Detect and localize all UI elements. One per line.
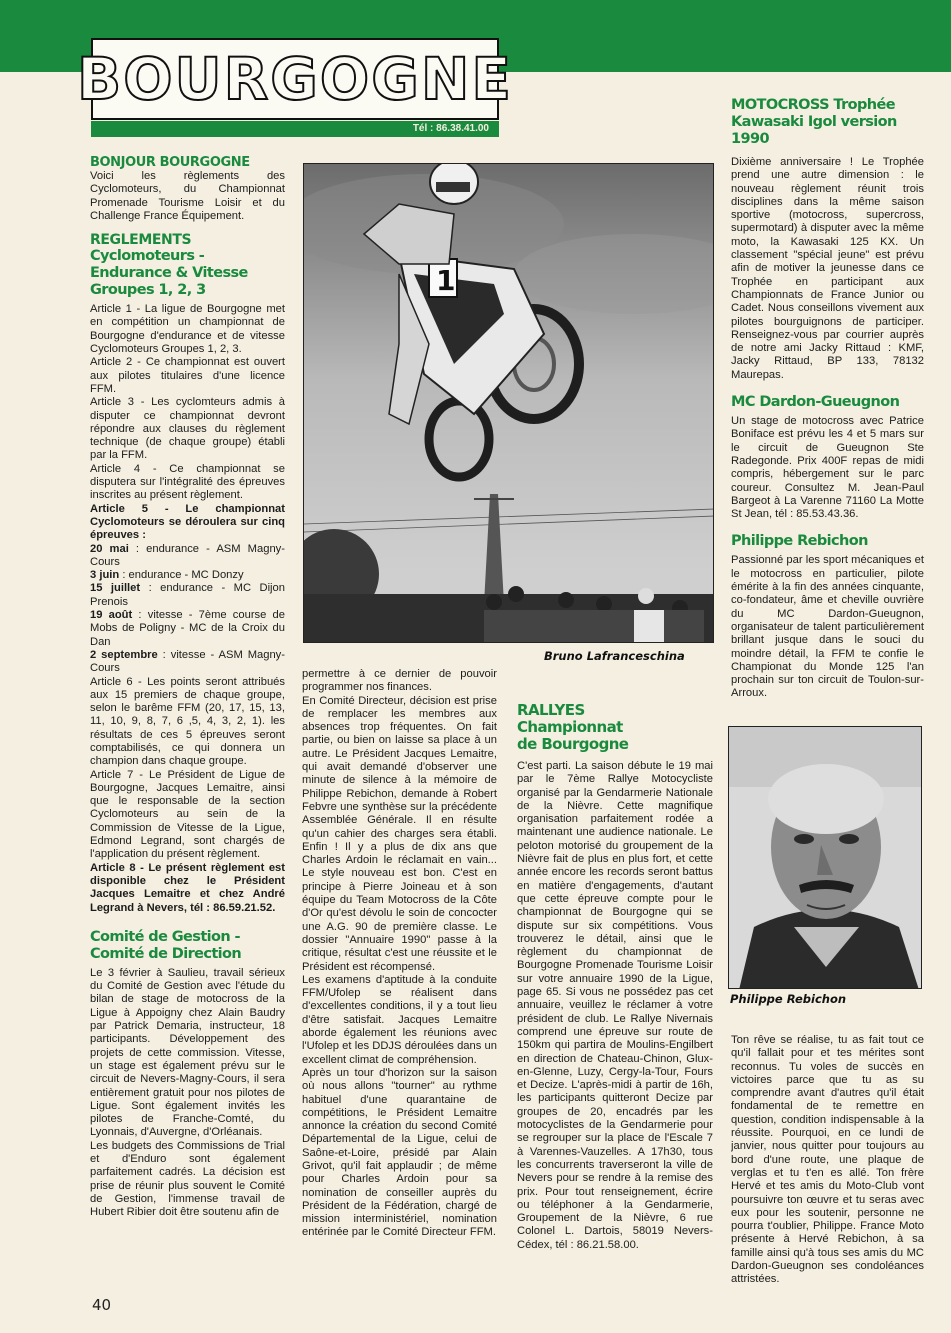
article-1: Article 1 - La ligue de Bourgogne met en compétition un championnat de Bourgogne d'endurance et de vitesse Cyclomoteurs Groupes 1, 2, 3. <box>90 303 285 356</box>
motocross-text: Dixième anniversaire ! Le Trophée prend une autre dimension : le nouveau règlement réunit trois disciplines dans la même saison sportive (motocross, supercross, supermotard) à disputer avec la même moto, la Kawasaki 125 KX. Un classement "spécial jeune" est prévu afin de motiver la jeunesse dans ce Trophée en participant aux Championnats de France Junior ou Cadet. Nous conseillons vivement aux pilotes bourguignons de participer. Renseignez-vous par courrier auprès de notre ami Jacky Rittaud : KMF, Jacky Rittaud, BP 133, 78132 Maurepas. <box>731 156 924 381</box>
telephone-number: Tél : 86.38.41.00 <box>412 123 489 134</box>
portrait-photo-image <box>729 727 922 989</box>
column-1 <box>90 155 285 1290</box>
intro-text: Voici les règlements des Cyclomoteurs, du Championnat Promenade Tourisme Loisir et du Challenge France Équipement. <box>90 170 285 222</box>
event-2: 3 juin : endurance - MC Donzy <box>90 569 244 582</box>
portrait-photo <box>728 726 922 989</box>
event-5: 2 septembre : vitesse - ASM Magny-Cours <box>90 648 285 675</box>
rebichon-text: Passionné par les sport mécaniques et le motocross en particulier, pilote émérite à la fin des années cinquante, co-fondateur, âme et cheville ouvrière du MC Dardon-Gueugnon, organisateur de talent particulièrement brillant jusque dans le souci du moindre détail, la FFM te confie le Championat du Monde 125 l'an prochain sur ton circuit de Toulon-sur-Arroux. <box>731 554 924 700</box>
rider-number: 1 <box>436 264 456 297</box>
column-4-top <box>731 97 924 717</box>
article-8: Article 8 - Le présent règlement est disponible chez le Président Jacques Lemaitre et chez André Legrand à Nevers, tél : 86.59.21.52. <box>90 861 285 914</box>
article-4: Article 4 - Ce championnat se disputera sur l'intégralité des épreuves inscrites au présent règlement. <box>90 462 285 502</box>
rallyes-text: C'est parti. La saison débute le 19 mai par le 7ème Rallye Motocycliste organisé par la Gendarmerie Nationale de la Nièvre. Cette magnifique organisation parfaitement rodée a maintenant une audience nationale. Le peloton motorisé du groupement de la Nièvre fait de plus en plus fort, et cette année encore les records seront battus en matière d'engagements, d'autant que cette épreuve compte pour le championnat de Bourgogne qui se dispute sur six compétitions. Vous trouverez le détail, ainsi que le règlement du championnat de Bourgogne Promenade Tourisme Loisir sur votre annuaire 1990 de la Ligue, page 65. Si vous ne possédez pas cet annuaire, veuillez le réclamer à votre président de club. Le Rallye Nivernais comprend une épreuve sur route de 150km qui partira de Moulins-Engilbert en direction de Chateau-Chinon, Glux-en-Glenne, Luzy, Cergy-la-Tour, Fours et Decize. L'après-midi à partir de 16h, les participants quitteront Decize par groupes de 20, encadrés par les motocyclistes de la Gendarmerie pour se regrouper sur la place de l'Escale 7 à Varennes-Vauzelles. A 17h30, tous les concurrents traverseront la ville de Nevers pour se rendre à la remise des prix. Pour tout renseignement, écrire ou téléphoner à la Gendarmerie, Groupement de la Nièvre, 6 rue Colonel L. Dartois, 58019 Nevers-Cédex, tél : 86.21.58.00. <box>517 760 713 1251</box>
telephone-bar <box>91 121 499 137</box>
article-2: Article 2 - Ce championnat est ouvert aux pilotes titulaires d'une licence FFM. <box>90 356 285 395</box>
col2-text-1: permettre à ce dernier de pouvoir programmer nos finances. <box>302 668 497 694</box>
mc-dardon-text: Un stage de motocross avec Patrice Boniface est prévu les 4 et 5 mars sur le circuit de Gueugnon Ste Radegonde. Prix 400F repas de midi compris, hébergement sur le parc coureur. Consultez M. Jean-Paul Bargeot à La Varenne 71160 La Motte St Jean, tél : 85.53.43.36. <box>731 415 924 521</box>
column-2 <box>302 668 497 1288</box>
article-6: Article 6 - Les points seront attribués aux 15 premiers de chaque groupe, selon le barême FFM (20, 17, 15, 13, 11, 10, 9, 8, 7, 6 ,5, 4, 3, 2, 1). les résultats de ces 5 épreuves seront comptabilisés, ce qui donnera un champion dans chaque groupe. <box>90 675 285 768</box>
col2-text-3: Les examens d'aptitude à la conduite FFM/Ufolep se réalisent dans d'excellentes conditions, il y a tout lieu d'être satisfait. Jacques Lemaitre aborde également les réunions avec l'Ufolep et les DDJS déroulées dans un excellent climat de compréhension. <box>302 973 497 1066</box>
photo-caption-rider: Bruno Lafranceschina <box>544 649 685 663</box>
page-number: 40 <box>92 1296 112 1314</box>
motocross-heading: MOTOCROSS Trophée Kawasaki Igol version 1990 <box>731 97 897 147</box>
event-3: 15 juillet : endurance - MC Dijon Prenois <box>90 582 285 608</box>
article-3: Article 3 - Les cyclomteurs admis à disputer ce championnat devront répondre aux clauses du règlement technique (de chaque groupe) établi par la FFM. <box>90 396 285 462</box>
event-4: 19 août : vitesse - 7ème course de Mobs de Poligny - MC de la Croix du Dan <box>90 609 285 648</box>
comite-text-2: Les budgets des Commissions de Trial et d'Enduro sont également parfaitement cadrés. La décision est prise de réunir plus souvent le Comité de Gestion, l'immense travail de Hubert Ribier doit être soutenu afin de <box>90 1139 285 1219</box>
event-1: 20 mai : endurance - ASM Magny-Cours <box>90 542 285 568</box>
rallyes-heading: RALLYES Championnat de Bourgogne <box>517 702 629 753</box>
col2-text-4: Après un tour d'horizon sur la saison où nous allons "tourner" au rythme habituel d'une quarantaine de compétitions, le Président Lemaitre annonce la création du second Comité Départemental de la Ligue, celui de Saône-et-Loire, présidé par Alain Grivot, qu'il fait applaudir ; de même pour Charles Ardoin pour sa nomination de conseiller auprès du Président de la Fédération, chargé de mission interministériel, nomination entérinée par le Comité Directeur FFM. <box>302 1066 497 1239</box>
motocross-photo-image <box>304 164 714 643</box>
bonjour-heading: BONJOUR BOURGOGNE <box>90 155 250 170</box>
article-5: Article 5 - Le championnat Cyclomoteurs se déroulera sur cinq épreuves : <box>90 502 285 542</box>
tribute-text: Ton rêve se réalise, tu as fait tout ce qu'il fallait pour et tes mérites sont reconnus. Tu voles de succès en victoires parce que tu as su comprendre avant d'autres qu'il était fondamental de te remettre en question, condition indispensable à la réussite. Pourquoi, en ce lundi de janvier, nous quitter pour toujours au bord d'une route, une plaque de verglas et tu t'en es allé. Ton frère Hervé et tes amis du Moto-Club vont poursuivre ton œuvre et tu seras avec eux pour les soutenir, personne ne pourra t'oublier, Philippe. France Moto présente à Hervé Rebichon, à sa famille ainsi qu'à tous ses amis du MC Dardon-Gueugnon ses condoléances attristées. <box>731 1034 924 1286</box>
column-3 <box>517 702 713 1290</box>
comite-text-1: Le 3 février à Saulieu, travail sérieux du Comité de Gestion avec l'étude du bilan de stage de motocross de la Ligue à Appoigny chez Alain Baudry par Patrick Demaria, instructeur, 18 participants. Développement des projets de cette commission. Vitesse, un stage est également prévu sur le circuit de Nevers-Magny-Cours, il sera entièrement gratuit pour nos pilotes de Ligue. Sont également invités les pilotes de Franche-Comté, du Lyonnais, d'Auvergne, d'Orléanais. <box>90 966 285 1139</box>
cyclomoteurs-heading: Cyclomoteurs - Endurance & Vitesse Groupes 1, 2, 3 <box>90 248 248 299</box>
article-7: Article 7 - Le Président de Ligue de Bourgogne, Jacques Lemaitre, ainsi que le responsable de la section Cyclomoteurs au sein de la Commission de Vitesse de la Ligue, Edmond Legrand, sont chargés de l'application du présent règlement. <box>90 768 285 861</box>
section-title: BOURGOGNE <box>77 45 513 113</box>
mc-dardon-heading: MC Dardon-Gueugnon <box>731 394 900 411</box>
col2-text-2: En Comité Directeur, décision est prise de remplacer les membres aux absences trop fréquentes. On fait partie, ou bien on laisse sa place à un autre. Le Président Jacques Lemaitre, qui avait demandé d'observer une minute de silence à la mémoire de Philippe Rebichon, demande à Robert Febvre une synthèse sur la précédente Assemblée Générale. Il en résulte qu'un cahier des charges sera établi. Enfin ! Il y a plus de dix ans que Charles Ardoin le réclamait en vain... Le style nouveau est bon. C'est en principe à Pierre Joineau et à son équipe du Team Motocross de la Côte d'Or qu'est dévolu le soin de concocter une A.G. 90 de première classe. Le dossier "Annuaire 1990" passe à la critique, résultat c'est une réussite et le Président est récompensé. <box>302 694 497 973</box>
motocross-photo <box>303 163 714 643</box>
rebichon-heading: Philippe Rebichon <box>731 533 868 550</box>
section-title-box <box>77 38 513 120</box>
comite-heading: Comité de Gestion - Comité de Direction <box>90 928 242 962</box>
reglements-kicker: REGLEMENTS <box>90 232 192 249</box>
photo-caption-portrait: Philippe Rebichon <box>730 992 847 1006</box>
column-4-bottom <box>731 1034 924 1290</box>
